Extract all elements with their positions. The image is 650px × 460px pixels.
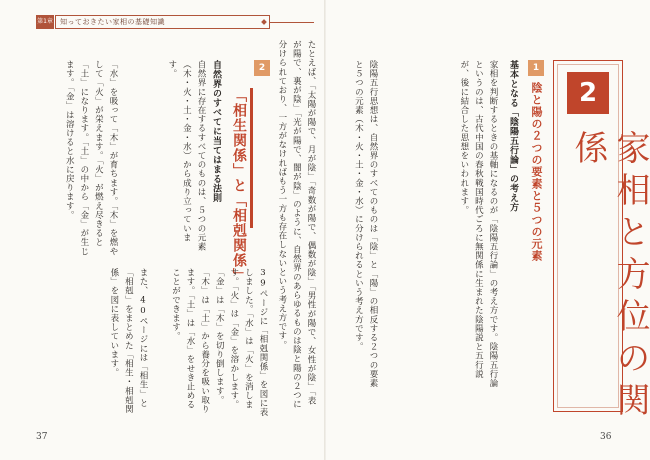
diamond-icon (261, 19, 267, 25)
running-header (55, 15, 270, 29)
paragraph: 陰陽五行思想は、自然界のすべてのものは「陰」と「陽」の相反する２つの要素と５つの元素（木・火・土・金・水）に分けられるという考え方です。 (353, 60, 378, 388)
paragraph: 「水」を吸って「木」が育ちます。「木」を燃やして「火」が栄えます。「火」が燃え尽きると「土」になります。「土」の中から「金」が生じます。「金」は溶けると水に戻ります。 (64, 60, 118, 256)
chapter-chip: 第1章 (36, 15, 54, 29)
running-header-title: 知っておきたい家相の基礎知識 (60, 18, 165, 26)
page-number-right: 36 (600, 432, 612, 442)
section-subhead: 基本となる「陰陽五行論」の考え方 (508, 60, 518, 212)
section-number-badge: 2 (254, 60, 270, 76)
paragraph: 自然界に存在するすべてのものは、５つの元素（木・火・土・金・水）から成り立っています。 (166, 60, 206, 252)
paragraph: また、40ページには「相生」と「相剋」をまとめた「相生・相剋関係」を図に表しています。 (108, 268, 148, 414)
page-number-left: 37 (36, 432, 48, 442)
paragraph: たとえば、「太陽が陽で、月が陰」「奇数が陽で、偶数が陰」「男性が陽で、女性が陰」「表が陽で、裏が陰」「光が陽で、闇が陰」のように、自然界のあらゆるものは陰と陽の２つに分けられており、一方がなければもう一方も存在しないという考え方です。 (276, 40, 316, 409)
section-title: 陰と陽の２つの要素と５つの元素 (530, 82, 543, 262)
paragraph: 家相を判断するときの基軸になるのが「陰陽五行論」の考え方です。陰陽五行論というのは、古代中国の春秋戦国時代ごろに無関係に生まれた陰陽説と五行説が、後に結合した思想をいわれます。 (458, 60, 498, 388)
paragraph: 39ページに「相剋関係」を図に表しました。「水」は「火」を消します。「火」は「金」を溶かします。「金」は「木」を切り倒します。「木」は「土」から養分を吸い取ります。「土」は「水」をせき止めることができます。 (170, 268, 268, 417)
gutter (324, 0, 326, 460)
chapter-number: 2 (567, 72, 609, 114)
section-number-badge: 1 (528, 60, 544, 76)
section-subhead: 自然界のすべてに当てはまる法則 (211, 60, 221, 203)
accent-bar (250, 88, 253, 228)
chapter-title: 家相と方位の関係 (568, 130, 650, 424)
header-rule (270, 22, 314, 23)
section-title: 「相生関係」と「相剋関係」 (231, 88, 247, 283)
